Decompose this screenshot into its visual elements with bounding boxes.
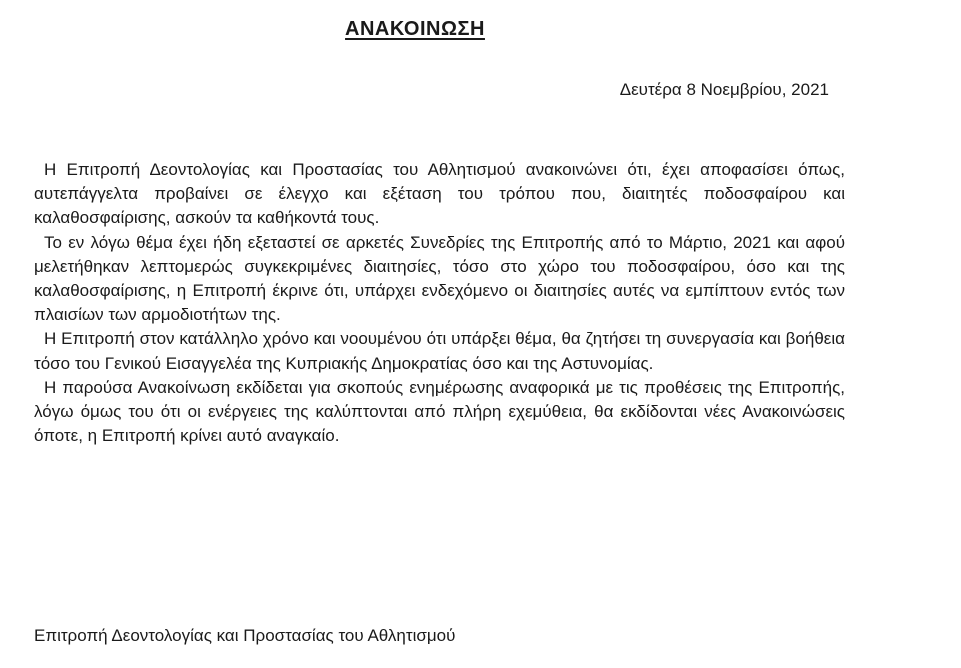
signature-line: Επιτροπή Δεοντολογίας και Προστασίας του Αθλητισμού xyxy=(34,626,456,645)
document-title: ΑΝΑΚΟΙΝΩΣΗ xyxy=(345,18,485,40)
paragraph-3: Η Επιτροπή στον κατάλληλο χρόνο και νοουμένου ότι υπάρξει θέμα, θα ζητήσει τη συνεργασία και βοήθεια τόσο του Γενικού Εισαγγελέα της Κυπριακής Δημοκρατίας όσο και της Αστυνομίας. xyxy=(34,329,845,373)
paragraph-2: Το εν λόγω θέμα έχει ήδη εξεταστεί σε αρκετές Συνεδρίες της Επιτροπής από το Μάρτιο, 2021 και αφού μελετήθηκαν λεπτομερώς συγκεκριμένες διαιτησίες, τόσο στο χώρο του ποδοσφαίρου, όσο και της καλαθοσφαίρισης, η Επιτροπή έκρινε ότι, υπάρχει ενδεχόμενο οι διαιτησίες αυτές να εμπίπτουν εντός των πλαισίων των αρμοδιοτήτων της. xyxy=(34,232,845,325)
paragraph-4: Η παρούσα Ανακοίνωση εκδίδεται για σκοπούς ενημέρωσης αναφορικά με τις προθέσεις της Επιτροπής, λόγω όμως του ότι οι ενέργειες της καλύπτονται από πλήρη εχεμύθεια, θα εκδίδονται νέες Ανακοινώσεις όποτε, η Επιτροπή κρίνει αυτό αναγκαίο. xyxy=(34,377,845,446)
paragraph-1: Η Επιτροπή Δεοντολογίας και Προστασίας του Αθλητισμού ανακοινώνει ότι, έχει αποφασίσει όπως, αυτεπάγγελτα προβαίνει σε έλεγχο και εξέταση του τρόπου που, διαιτητές ποδοσφαίρου και καλαθοσφαίρισης, ασκούν τα καθήκοντά τους. xyxy=(34,160,845,228)
document-date: Δευτέρα 8 Νοεμβρίου, 2021 xyxy=(619,80,829,99)
document-body xyxy=(34,158,845,448)
